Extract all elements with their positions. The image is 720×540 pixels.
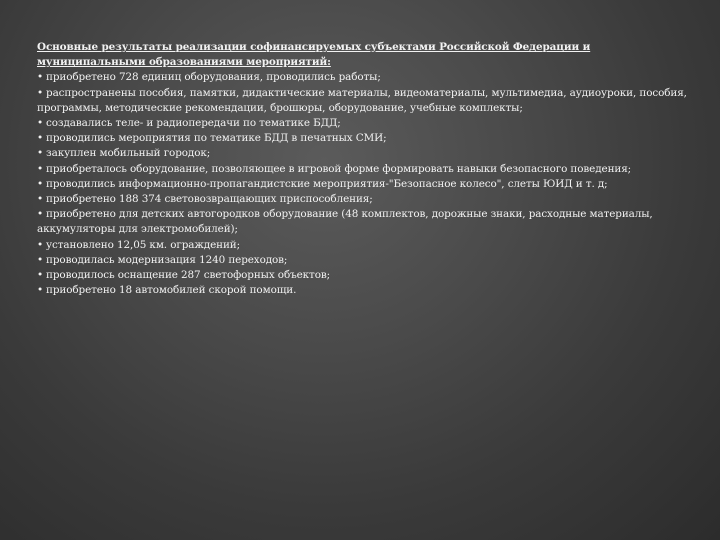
bullet-marker: • bbox=[37, 147, 44, 160]
list-item bbox=[37, 177, 689, 192]
bullet-marker: • bbox=[37, 253, 44, 266]
bullet-marker: • bbox=[37, 269, 44, 282]
list-item bbox=[37, 86, 689, 116]
list-item-text: проводились информационно-пропагандистские мероприятия-"Безопасное колесо", слеты ЮИД и т. д; bbox=[46, 177, 608, 190]
bullet-marker: • bbox=[37, 238, 44, 251]
list-item-text: закуплен мобильный городок; bbox=[46, 147, 211, 160]
bullet-marker: • bbox=[37, 71, 44, 84]
list-item-text: проводилось оснащение 287 светофорных объектов; bbox=[46, 269, 331, 282]
list-item-text: установлено 12,05 км. ограждений; bbox=[46, 238, 241, 251]
results-list bbox=[37, 70, 689, 298]
slide-content bbox=[37, 40, 689, 298]
bullet-marker: • bbox=[37, 177, 44, 190]
list-item bbox=[37, 192, 689, 207]
list-item-text: приобретено для детских автогородков оборудование (48 комплектов, дорожные знаки, расходные материалы, аккумуляторы для электромобилей); bbox=[37, 208, 653, 236]
list-item-text: проводилась модернизация 1240 переходов; bbox=[46, 253, 288, 266]
list-item bbox=[37, 238, 689, 253]
list-item-text: распространены пособия, памятки, дидактические материалы, видеоматериалы, мультимедиа, аудиоуроки, пособия, программы, методические рекомендации, брошюры, оборудование, учебные комплекты; bbox=[37, 86, 687, 114]
list-item-text: приобретено 188 374 световозвращающих приспособления; bbox=[46, 193, 373, 206]
bullet-marker: • bbox=[37, 132, 44, 145]
list-item bbox=[37, 268, 689, 283]
list-item bbox=[37, 116, 689, 131]
bullet-marker: • bbox=[37, 284, 44, 297]
bullet-marker: • bbox=[37, 162, 44, 175]
list-item-text: приобретено 728 единиц оборудования, проводились работы; bbox=[46, 71, 381, 84]
list-item bbox=[37, 253, 689, 268]
list-item-text: создавались теле- и радиопередачи по тематике БДД; bbox=[46, 117, 341, 130]
list-item bbox=[37, 207, 689, 237]
bullet-marker: • bbox=[37, 117, 44, 130]
list-item-text: приобреталось оборудование, позволяющее в игровой форме формировать навыки безопасного поведения; bbox=[46, 162, 632, 175]
bullet-marker: • bbox=[37, 208, 44, 221]
list-item bbox=[37, 283, 689, 298]
list-item-text: проводились мероприятия по тематике БДД в печатных СМИ; bbox=[46, 132, 387, 145]
list-item bbox=[37, 131, 689, 146]
list-item bbox=[37, 70, 689, 85]
list-item-text: приобретено 18 автомобилей скорой помощи. bbox=[46, 284, 297, 297]
slide-heading: Основные результаты реализации софинансируемых субъектами Российской Федерации и муниципальными образованиями мероприятий: bbox=[37, 41, 591, 69]
list-item bbox=[37, 162, 689, 177]
bullet-marker: • bbox=[37, 86, 44, 99]
bullet-marker: • bbox=[37, 193, 44, 206]
list-item bbox=[37, 146, 689, 161]
